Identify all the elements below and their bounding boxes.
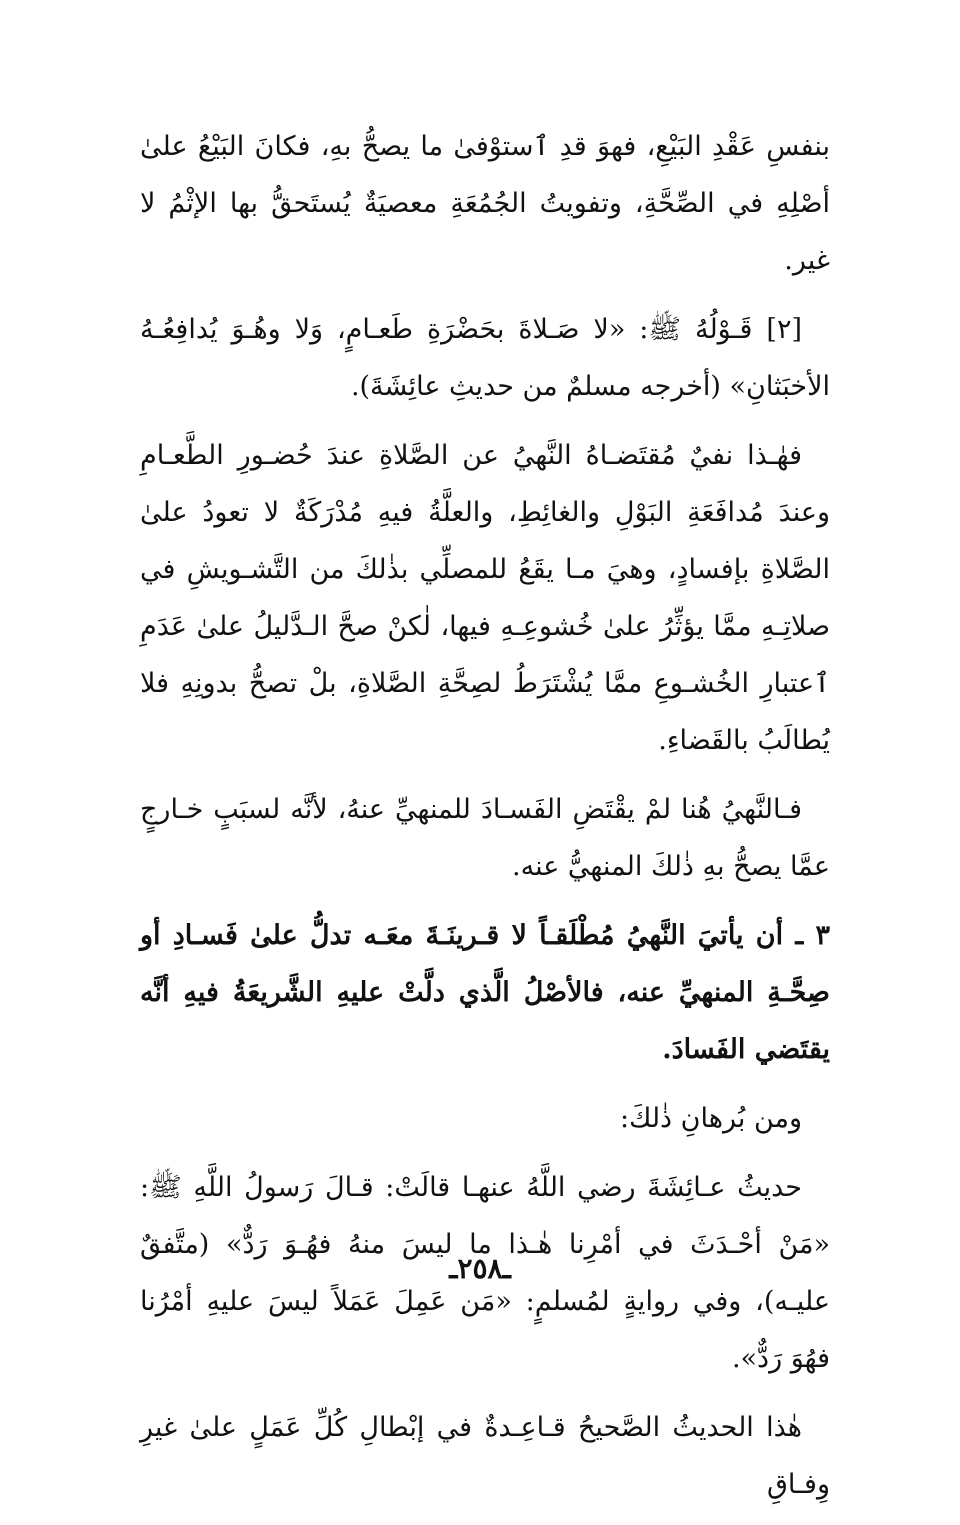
paragraph-hadith-2: [٢] قَـوْلُهُ ﷺ: «لا صَـلاةَ بحَضْرَةِ طَعـامٍ، وَلا وهُـوَ يُدافِعُـهُ الأخبَثانِ» (أخرجه مسلمٌ من حديثِ عائِشَةَ). bbox=[140, 314, 830, 402]
paragraph-continuation: بنفسِ عَقْدِ البَيْعِ، فهوَ قدِ ٱستوْفىٰ ما يصحُّ بهِ، فكانَ البَيْعُ علىٰ أصْلِهِ في الصِّحَّةِ، وتفويتُ الجُمُعَةِ معصيَةٌ يُستَحقُّ بها الإثْمُ لا غير. bbox=[140, 131, 830, 276]
paragraph-hadith-rule: هٰذا الحديثُ الصَّحيحُ قـاعِـدةٌ في إبْطالِ كُلِّ عَمَلٍ علىٰ غيرِ وِفـاقِ bbox=[140, 1412, 830, 1500]
paragraph-aisha-hadith: حديثُ عـائِشَةَ رضي اللَّهُ عنهـا قالَتْ: قـالَ رَسولُ اللَّهِ ﷺ: «مَنْ أحْـدَثَ في أمْرِنا هٰـذا ما ليسَ منهُ فهُـوَ رَدٌّ» (متَّفقٌ عليـه)، وفي روايةٍ لمُسلمٍ: «مَن عَمِلَ عَمَلاً ليسَ عليهِ أمْرُنا فهُوَ رَدٌّ». bbox=[140, 1172, 830, 1374]
paragraph-explanation: فهٰـذا نفيٌ مُقتَضـاهُ النَّهيُ عن الصَّلاةِ عندَ حُضـورِ الطَّعـامِ وعندَ مُدافَعَةِ البَوْلِ والغائِطِ، والعلَّةُ فيهِ مُدْرَكَةٌ لا تعودُ علىٰ الصَّلاةِ بإفسادٍ، وهيَ مـا يقَعُ للمصلِّي بذٰلكَ من التَّشـويشِ في صلاتِـهِ ممَّا يؤثِّرُ علىٰ خُشوعِـهِ فيها، لٰكنْ صحَّ الـدَّليلُ علىٰ عَدَمِ ٱعتبارِ الخُشـوعِ ممَّا يُشْتَرَطُ لصِحَّةِ الصَّلاةِ، بلْ تصحُّ بدونِهِ فلا يُطالَبُ بالقَضاءِ. bbox=[140, 440, 830, 756]
paragraph-point-3: ٣ ـ أن يأتيَ النَّهيُ مُطْلَقـاً لا قـرينَـةَ معَـه تدلُّ علىٰ فَسـادِ أو صِحَّـةِ المنهيِّ عنه، فالأصْلُ الَّذي دلَّتْ عليهِ الشَّريعَةُ فيهِ أنَّه يقتَضي الفَسادَ. bbox=[140, 920, 830, 1065]
page-number: ـ٢٥٨ـ bbox=[449, 1252, 511, 1285]
page-body bbox=[140, 118, 830, 1525]
paragraph-proof-intro: ومن بُرهانِ ذٰلكَ: bbox=[619, 1103, 802, 1134]
paragraph-conclusion: فـالنَّهيُ هُنا لمْ يقْتَضِ الفَسـادَ للمنهيِّ عنهُ، لأنَّه لسبَبٍ خـارجٍ عمَّا يصحُّ بهِ ذٰلكَ المنهيُّ عنه. bbox=[140, 794, 830, 882]
